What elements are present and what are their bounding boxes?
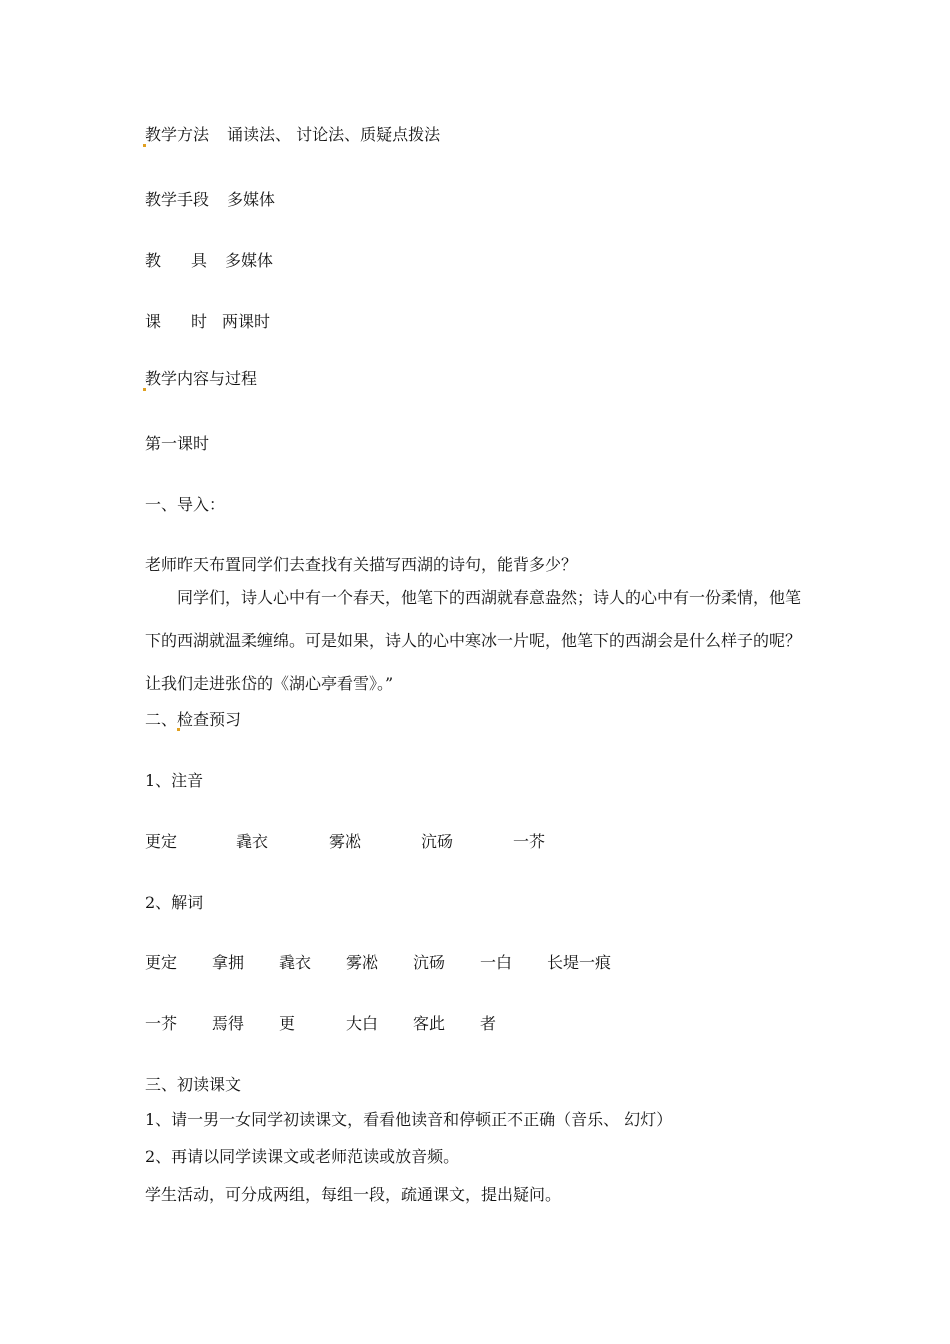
teaching-means-line <box>145 187 275 210</box>
vocab-word: 客此 <box>413 1014 446 1033</box>
section1-paragraph-text: 同学们，诗人心中有一个春天，他笔下的西湖就春意盎然；诗人的心中有一份柔情，他笔下的西湖就温柔缠绵。可是如果，诗人的心中寒冰一片呢，他笔下的西湖会是什么样子的呢？让我们走进张岱的《湖心亭看雪》。” <box>145 588 802 693</box>
vocab-word: 毳衣 <box>279 953 312 972</box>
vocab-word: 长堤一痕 <box>547 953 612 972</box>
section2-heading: 二、检查预习 <box>145 710 242 729</box>
vocab-word: 雾凇 <box>346 953 379 972</box>
class-hours-value: 两课时 <box>222 312 271 331</box>
vocab-word: 一白 <box>480 953 513 972</box>
section3-heading: 三、初读课文 <box>145 1075 242 1094</box>
pinyin-heading: 1、注音 <box>145 771 204 790</box>
vocab-word: 拿拥 <box>212 953 245 972</box>
pinyin-word: 沆砀 <box>421 832 454 851</box>
section1-heading: 一、导入： <box>145 495 226 514</box>
teaching-means-label: 教学手段 <box>145 190 210 209</box>
vocab-word: 焉得 <box>212 1014 245 1033</box>
section3-item-3: 学生活动，可分成两组，每组一段，疏通课文，提出疑问。 <box>145 1185 562 1204</box>
teaching-method-value: 诵读法、 讨论法、质疑点拨法 <box>227 125 441 144</box>
pinyin-word: 一芥 <box>513 832 546 851</box>
class-hours-line <box>145 309 270 332</box>
pinyin-word: 更定 <box>145 832 178 851</box>
pinyin-word: 毳衣 <box>236 832 269 851</box>
vocab-word: 更定 <box>145 953 178 972</box>
teaching-tools-label-2: 具 <box>191 251 208 270</box>
vocab-word: 沆砀 <box>413 953 446 972</box>
teaching-means-value: 多媒体 <box>227 190 276 209</box>
teaching-tools-line <box>145 248 273 271</box>
lesson-title: 第一课时 <box>145 434 210 453</box>
section3-item-1: 1、请一男一女同学初读课文，看看他读音和停顿正不正确（音乐、 幻灯） <box>145 1110 673 1129</box>
section1-question: 老师昨天布置同学们去查找有关描写西湖的诗句，能背多少？ <box>145 555 578 574</box>
class-hours-label-1: 课 <box>145 312 162 331</box>
teaching-tools-label-1: 教 <box>145 251 162 270</box>
vocab-word: 者 <box>480 1014 497 1033</box>
section3-item-2: 2、再请以同学读课文或老师范读或放音频。 <box>145 1147 460 1166</box>
vocab-word: 更 <box>279 1014 296 1033</box>
pinyin-word: 雾凇 <box>329 832 362 851</box>
vocab-heading: 2、解词 <box>145 893 204 912</box>
vocab-word: 一芥 <box>145 1014 178 1033</box>
process-heading: 教学内容与过程 <box>145 369 258 388</box>
teaching-method-label: 教学方法 <box>145 125 210 144</box>
section1-paragraph <box>145 576 810 705</box>
teaching-method-line <box>145 122 440 145</box>
class-hours-label-2: 时 <box>191 312 208 331</box>
teaching-tools-value: 多媒体 <box>225 251 274 270</box>
vocab-word: 大白 <box>346 1014 379 1033</box>
